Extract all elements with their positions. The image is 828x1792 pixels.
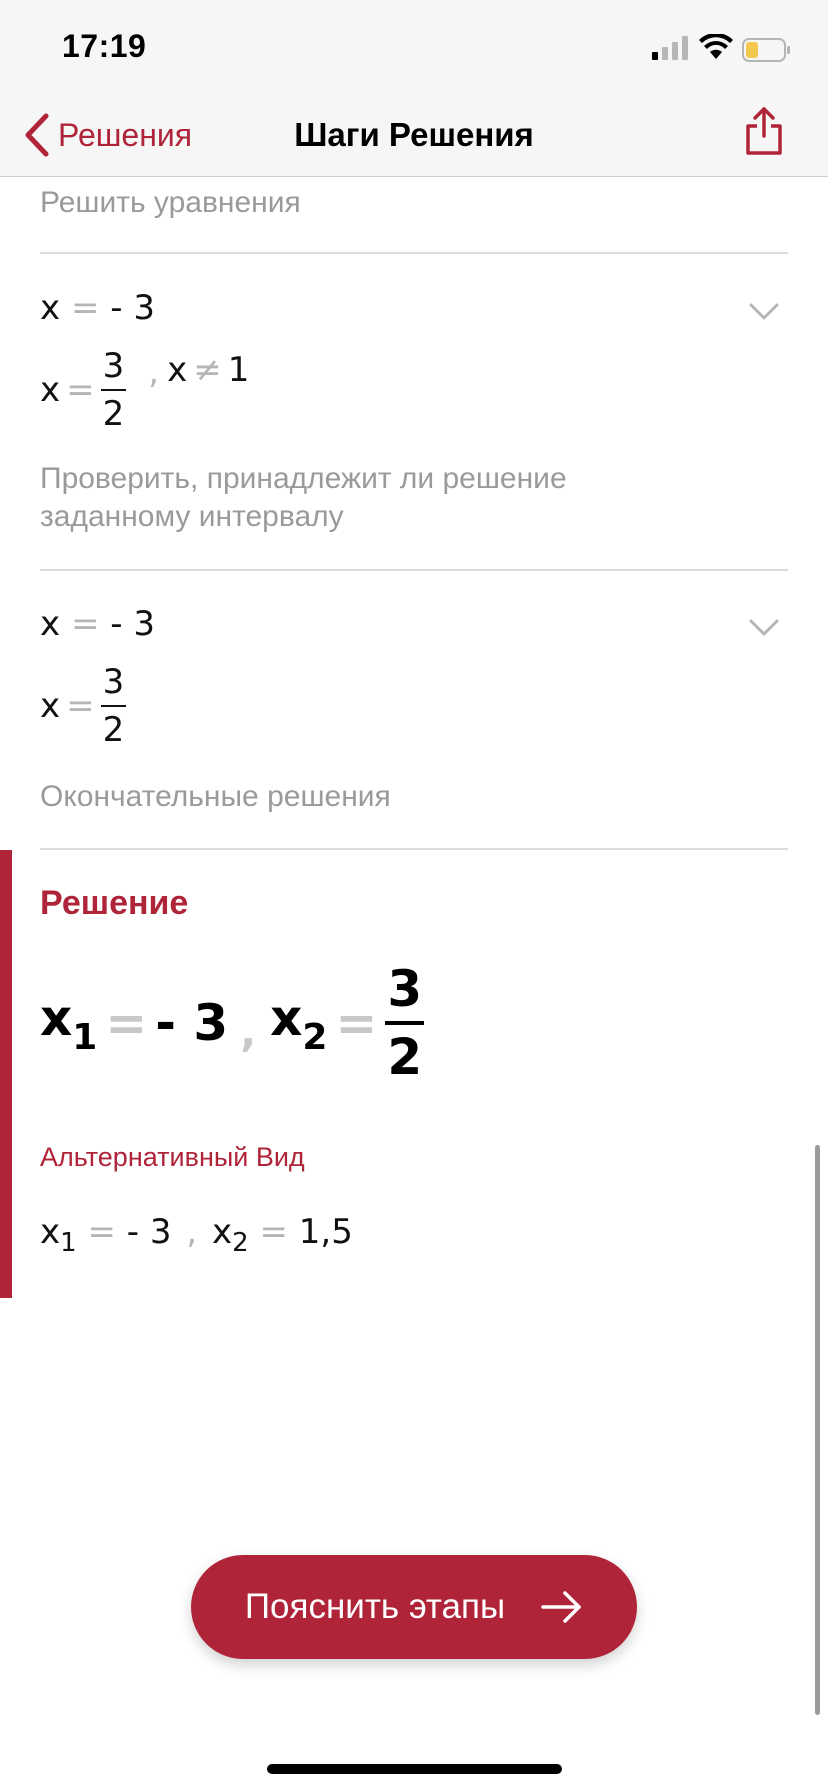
solution-accent-bar xyxy=(0,850,12,1298)
variable: x xyxy=(167,350,188,390)
numerator: 3 xyxy=(102,346,125,386)
explain-steps-button[interactable] xyxy=(191,1555,637,1659)
value: 1 xyxy=(227,350,250,390)
step-equation xyxy=(40,604,155,644)
solution-title: Решение xyxy=(40,884,189,922)
separator: , xyxy=(186,1212,198,1252)
equals-sign: = xyxy=(70,288,100,328)
cellular-signal-icon xyxy=(652,36,690,60)
fraction-bar xyxy=(101,705,127,707)
value: - 3 xyxy=(110,604,155,644)
wifi-icon xyxy=(699,34,733,60)
arrow-right-icon xyxy=(541,1590,583,1624)
share-icon[interactable] xyxy=(744,106,784,156)
solution-equation xyxy=(40,960,424,1086)
chevron-down-icon[interactable] xyxy=(748,302,780,322)
step-label: Решить уравнения xyxy=(40,186,301,219)
fraction xyxy=(385,960,424,1086)
fraction xyxy=(101,346,127,434)
variable: x xyxy=(40,370,61,410)
equals-sign: = xyxy=(66,686,95,726)
step-label-line: Проверить, принадлежит ли решение xyxy=(40,462,567,495)
home-indicator xyxy=(267,1764,562,1774)
separator: , xyxy=(148,352,160,392)
equals-sign: = xyxy=(70,604,100,644)
not-equal-sign: ≠ xyxy=(193,350,222,390)
scrollbar[interactable] xyxy=(815,1145,820,1715)
variable: $x_2$ xyxy=(270,988,328,1058)
separator: , xyxy=(240,1006,257,1056)
variable: x xyxy=(40,686,61,726)
denominator: 2 xyxy=(102,710,125,750)
divider xyxy=(40,252,788,254)
step-label xyxy=(40,460,567,536)
alternative-equation xyxy=(40,1212,353,1258)
status-time: 17:19 xyxy=(62,28,147,64)
back-label: Решения xyxy=(58,116,193,153)
status-bar xyxy=(0,0,828,100)
numerator: 3 xyxy=(102,662,125,702)
variable: x xyxy=(40,604,61,644)
variable: $x_1$ xyxy=(40,988,98,1058)
variable: $x_2$ xyxy=(211,1212,249,1258)
value: 1,5 xyxy=(298,1212,353,1252)
value: - 3 xyxy=(126,1212,172,1252)
denominator: 2 xyxy=(387,1028,423,1086)
explain-steps-label: Пояснить этапы xyxy=(244,1587,506,1626)
equals-sign: = xyxy=(66,370,95,410)
page-title: Шаги Решения xyxy=(294,116,534,153)
equals-sign: = xyxy=(105,994,148,1052)
step-equation xyxy=(40,346,249,434)
chevron-down-icon[interactable] xyxy=(748,618,780,638)
fraction-bar xyxy=(101,389,127,391)
equals-sign: = xyxy=(87,1212,116,1252)
navigation-bar xyxy=(0,100,828,177)
alternative-form-title: Альтернативный Вид xyxy=(40,1142,305,1172)
equals-sign: = xyxy=(259,1212,288,1252)
value: - 3 xyxy=(110,288,155,328)
equals-sign: = xyxy=(335,994,378,1052)
battery-icon xyxy=(742,38,790,62)
variable: $x_1$ xyxy=(40,1212,77,1258)
step-equation xyxy=(40,288,155,328)
fraction-bar xyxy=(385,1021,424,1025)
variable: x xyxy=(40,288,61,328)
fraction xyxy=(101,662,127,750)
numerator: 3 xyxy=(387,960,423,1018)
step-equation xyxy=(40,662,126,750)
value: - 3 xyxy=(155,994,229,1052)
denominator: 2 xyxy=(102,394,125,434)
step-label: Окончательные решения xyxy=(40,780,391,813)
divider xyxy=(40,848,788,850)
step-label-line: заданному интервалу xyxy=(40,500,344,533)
divider xyxy=(40,569,788,571)
